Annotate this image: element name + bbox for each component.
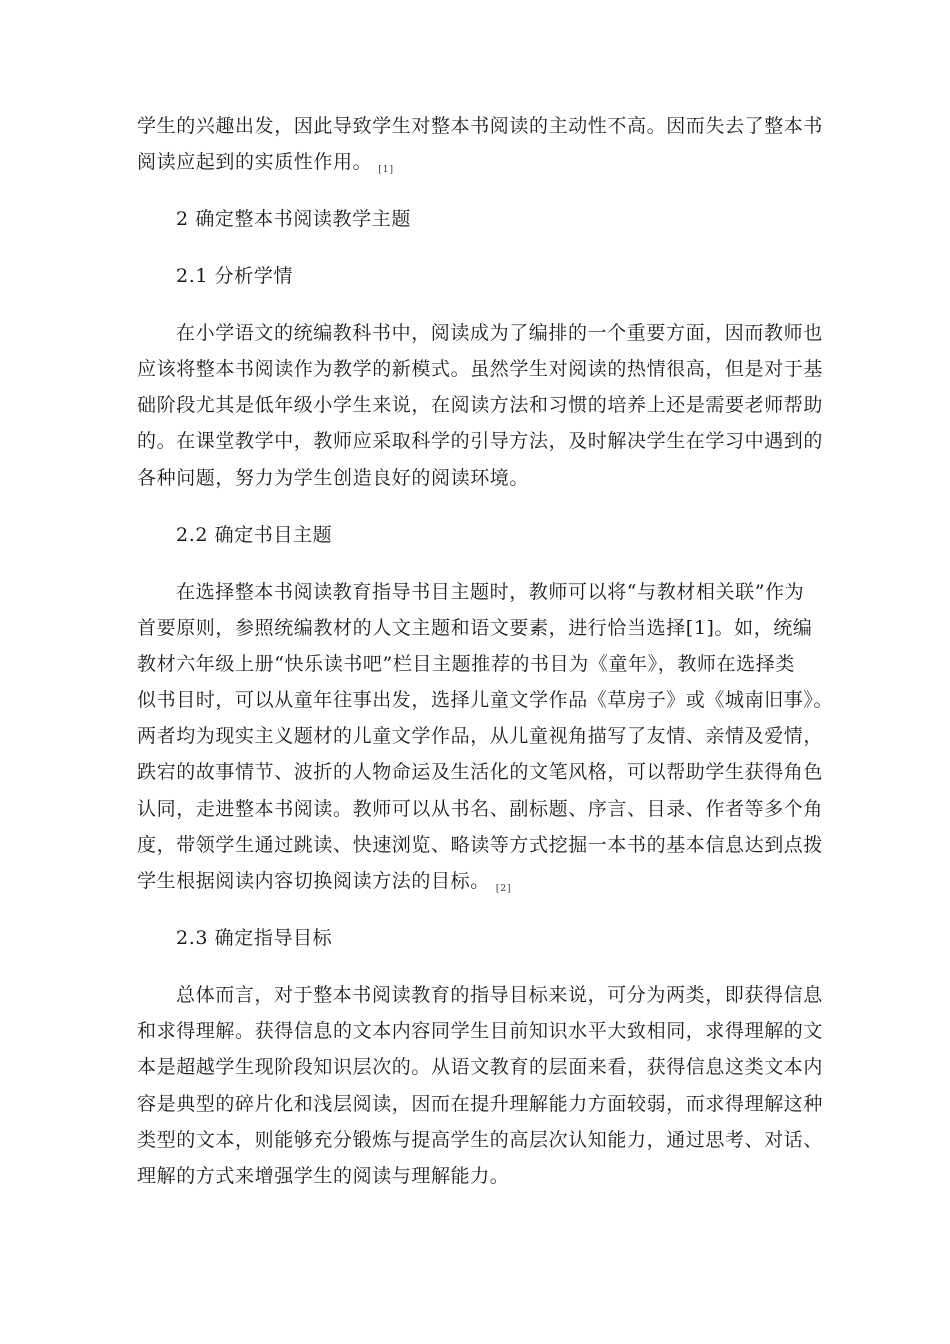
paragraph-line: 总体而言，对于整本书阅读教育的指导目标来说，可分为两类，即获得信息 — [176, 984, 823, 1006]
subsection-heading: 2.3 确定指导目标 — [176, 927, 333, 949]
subsection-heading: 2.2 确定书目主题 — [176, 524, 333, 546]
paragraph-line — [137, 869, 512, 901]
citation-marker: [2] — [495, 884, 512, 894]
paragraph-line: 本是超越学生现阶段知识层次的。从语文教育的层面来看，获得信息这类文本内 — [137, 1056, 824, 1078]
paragraph-line: 类型的文本，则能够充分锻炼与提高学生的高层次认知能力，通过思考、对话、 — [137, 1129, 824, 1151]
paragraph-line: 似书目时，可以从童年往事出发，选择儿童文学作品《草房子》或《城南旧事》。 — [137, 689, 834, 711]
paragraph-line: 理解的方式来增强学生的阅读与理解能力。 — [137, 1165, 510, 1187]
paragraph-line: 在选择整本书阅读教育指导书目主题时，教师可以将“与教材相关联”作为 — [176, 581, 805, 603]
paragraph-line: 在小学语文的统编教科书中，阅读成为了编排的一个重要方面，因而教师也 — [176, 322, 823, 344]
paragraph-line: 两者均为现实主义题材的儿童文学作品，从儿童视角描写了友情、亲情及爱情， — [137, 725, 824, 747]
paragraph-line: 应该将整本书阅读作为教学的新模式。虽然学生对阅读的热情很高，但是对于基 — [137, 358, 824, 380]
paragraph-line: 教材六年级上册“快乐读书吧”栏目主题推荐的书目为《童年》，教师在选择类 — [137, 653, 795, 675]
paragraph-line — [137, 150, 394, 182]
paragraph-line: 的。在课堂教学中，教师应采取科学的引导方法，及时解决学生在学习中遇到的 — [137, 430, 824, 452]
paragraph-line: 容是典型的碎片化和浅层阅读，因而在提升理解能力方面较弱，而求得理解这种 — [137, 1093, 824, 1115]
paragraph-line: 度，带领学生通过跳读、快速浏览、略读等方式挖掘一本书的基本信息达到点拨 — [137, 834, 824, 856]
paragraph-line-text: 阅读应起到的实质性作用。 — [137, 151, 373, 173]
paragraph-line: 首要原则，参照统编教材的人文主题和语文要素，进行恰当选择[1]。如，统编 — [137, 617, 813, 639]
section-heading: 2 确定整本书阅读教学主题 — [176, 208, 411, 230]
paragraph-line: 和求得理解。获得信息的文本内容同学生目前知识水平大致相同，求得理解的文 — [137, 1020, 824, 1042]
paragraph-line: 跌宕的故事情节、波折的人物命运及生活化的文笔风格，可以帮助学生获得角色 — [137, 761, 824, 783]
paragraph-line: 础阶段尤其是低年级小学生来说，在阅读方法和习惯的培养上还是需要老师帮助 — [137, 394, 824, 416]
subsection-heading: 2.1 分析学情 — [176, 265, 294, 287]
citation-marker: [1] — [378, 165, 394, 175]
paragraph-line-text: 学生根据阅读内容切换阅读方法的目标。 — [137, 870, 490, 892]
paragraph-line: 认同，走进整本书阅读。教师可以从书名、副标题、序言、目录、作者等多个角 — [137, 798, 824, 820]
paragraph-line: 学生的兴趣出发，因此导致学生对整本书阅读的主动性不高。因而失去了整本书 — [137, 115, 824, 137]
paragraph-line: 各种问题，努力为学生创造良好的阅读环境。 — [137, 467, 530, 489]
